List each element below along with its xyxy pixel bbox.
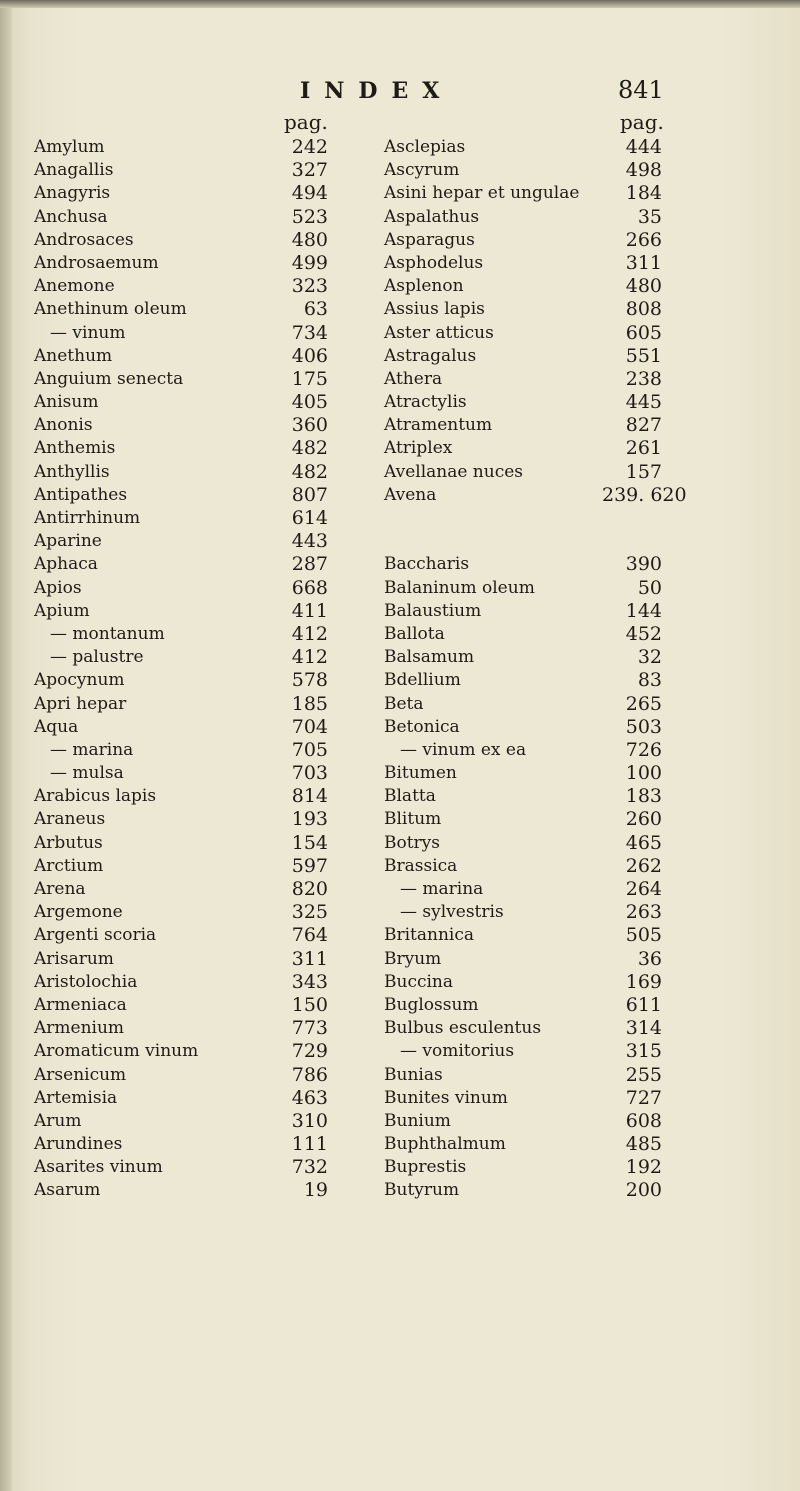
page-reference: 150	[291, 993, 328, 1016]
index-entry	[34, 924, 364, 947]
page-reference: 611	[625, 993, 662, 1016]
index-term: Atractylis	[384, 392, 467, 413]
index-term: Beta	[384, 693, 424, 714]
page-reference: 443	[291, 530, 328, 553]
index-entry	[384, 948, 662, 971]
index-term: — marina	[400, 879, 484, 899]
page-reference: 325	[291, 901, 328, 924]
index-entry	[384, 600, 662, 623]
index-entry	[384, 855, 662, 878]
page-reference: 704	[291, 715, 328, 738]
index-entry	[34, 1017, 364, 1040]
page-reference: 480	[625, 275, 662, 298]
index-entry	[384, 252, 662, 275]
index-term: Aphaca	[34, 554, 98, 575]
index-term: Arbutus	[34, 832, 103, 853]
page-reference: 63	[303, 298, 328, 321]
page-reference: 314	[625, 1017, 662, 1040]
index-term: — vinum	[50, 322, 126, 343]
index-term: Arabicus lapis	[34, 786, 157, 807]
index-entry	[384, 623, 662, 646]
page-reference: 445	[625, 391, 662, 414]
index-term: Balaustium	[384, 600, 482, 621]
page-number: 841	[618, 76, 664, 104]
index-entry	[34, 901, 364, 924]
page-reference: 482	[291, 437, 328, 460]
index-entry	[384, 159, 662, 182]
index-entry	[384, 229, 662, 252]
page-reference: 705	[291, 738, 328, 761]
index-term: Asini hepar et ungulae	[384, 183, 580, 204]
index-term: Armenium	[34, 1018, 125, 1039]
index-entry	[384, 391, 662, 414]
page-reference: 261	[625, 437, 662, 460]
index-entry	[384, 693, 662, 716]
page-reference: 452	[625, 622, 662, 645]
index-entry	[34, 484, 364, 507]
page-reference: 192	[625, 1156, 662, 1179]
page-reference: 412	[291, 646, 328, 669]
index-term: Balaninum oleum	[384, 577, 535, 598]
index-term: Asparagus	[384, 229, 475, 250]
page-reference: 265	[625, 692, 662, 715]
page-reference: 260	[625, 808, 662, 831]
index-entry	[34, 345, 364, 368]
page-reference: 343	[291, 970, 328, 993]
index-term: Bryum	[384, 948, 442, 969]
page-reference: 444	[625, 136, 662, 158]
index-entry	[384, 577, 662, 600]
index-term: Argemone	[34, 902, 123, 923]
index-entry	[34, 252, 364, 275]
index-entry	[34, 1133, 364, 1156]
index-term: Betonica	[384, 716, 460, 737]
index-term: Baccharis	[384, 554, 470, 575]
page-reference: 255	[625, 1063, 662, 1086]
index-entry	[34, 1040, 364, 1063]
page-reference: 406	[291, 344, 328, 367]
index-term: Asplenon	[384, 276, 464, 297]
index-term: Aqua	[34, 716, 79, 737]
index-title: INDEX	[300, 78, 454, 104]
index-term: Artemisia	[34, 1087, 118, 1108]
index-term: — sylvestris	[400, 902, 504, 923]
index-entry	[34, 785, 364, 808]
index-entry	[384, 345, 662, 368]
page-reference: 732	[291, 1156, 328, 1179]
page-reference: 19	[303, 1179, 328, 1202]
index-term: Apios	[34, 577, 82, 598]
index-entry	[384, 808, 662, 831]
page-reference: 242	[291, 136, 328, 158]
page-reference: 360	[291, 414, 328, 437]
page-reference: 480	[291, 228, 328, 251]
index-entry	[34, 971, 364, 994]
index-entry	[34, 414, 364, 437]
index-entry	[384, 483, 687, 507]
index-entry	[34, 1110, 364, 1133]
index-term: Anguium senecta	[34, 368, 184, 389]
index-entry	[34, 275, 364, 298]
index-entry	[384, 785, 662, 808]
index-term: Antirrhinum	[34, 508, 141, 528]
index-entry	[34, 739, 364, 762]
page-reference: 608	[625, 1109, 662, 1132]
index-entry	[384, 924, 662, 947]
index-entry	[384, 298, 662, 321]
index-entry	[384, 1064, 662, 1087]
page-reference: 315	[625, 1040, 662, 1063]
index-term: Botrys	[384, 832, 441, 853]
index-term: Anonis	[34, 415, 93, 436]
index-entry	[384, 322, 662, 345]
page-reference: 551	[625, 344, 662, 367]
index-term: Anethinum oleum	[34, 299, 187, 320]
index-entry	[34, 1087, 364, 1110]
index-term: Androsaemum	[34, 252, 159, 273]
index-entry	[384, 530, 662, 553]
index-entry	[34, 159, 364, 182]
index-entry	[384, 1017, 662, 1040]
index-entry	[384, 1040, 662, 1063]
index-term: Balsamum	[384, 647, 475, 668]
page-reference: 463	[291, 1086, 328, 1109]
index-term: Brassica	[384, 855, 458, 876]
index-entry	[384, 206, 662, 229]
page-reference: 238	[625, 367, 662, 390]
page-reference: 703	[291, 762, 328, 785]
index-entry	[34, 391, 364, 414]
page-reference: 266	[625, 228, 662, 251]
page-gutter	[0, 0, 12, 1491]
index-term: Aster atticus	[384, 322, 494, 343]
page-reference: 814	[291, 785, 328, 808]
index-term: Ascyrum	[384, 160, 460, 181]
page-reference: 390	[625, 553, 662, 576]
index-term: Avellanae nuces	[384, 461, 524, 482]
index-entry	[384, 275, 662, 298]
index-entry	[384, 437, 662, 460]
page-reference: 111	[291, 1133, 328, 1156]
index-entry	[34, 553, 364, 576]
index-entry	[34, 762, 364, 785]
index-term: Anthemis	[34, 438, 116, 459]
index-term: Arundines	[34, 1134, 123, 1155]
index-entry	[384, 832, 662, 855]
index-entry	[384, 507, 662, 530]
index-term: Aspalathus	[384, 206, 480, 227]
index-entry	[34, 600, 364, 623]
index-term: Asphodelus	[384, 252, 484, 273]
index-term: Bitumen	[384, 763, 457, 784]
index-term: Assius lapis	[384, 299, 485, 320]
index-entry	[384, 1133, 662, 1156]
index-entry	[34, 716, 364, 739]
index-entry	[384, 971, 662, 994]
index-term: Bdellium	[384, 670, 461, 691]
index-term: Asarites vinum	[34, 1157, 163, 1178]
index-entry	[34, 646, 364, 669]
index-term: Aristolochia	[34, 971, 138, 992]
index-term: — montanum	[50, 623, 165, 644]
index-entry	[34, 206, 364, 229]
index-entry	[34, 808, 364, 831]
page-reference: 668	[291, 576, 328, 599]
index-term: Araneus	[34, 809, 106, 830]
page-reference: 154	[291, 831, 328, 854]
page-reference: 323	[291, 275, 328, 298]
index-entry	[34, 832, 364, 855]
right-column-pag-heading: pag.	[620, 110, 664, 134]
page-reference: 175	[291, 367, 328, 390]
index-term: Amylum	[34, 137, 105, 157]
index-entry	[384, 1087, 662, 1110]
page-reference: 482	[291, 460, 328, 483]
index-term: Buccina	[384, 971, 454, 992]
index-entry	[384, 669, 662, 692]
index-term: Argenti scoria	[34, 925, 157, 946]
page-reference: 311	[625, 251, 662, 274]
page-reference: 727	[625, 1086, 662, 1109]
index-entry	[384, 1110, 662, 1133]
index-term: Anisum	[34, 392, 99, 413]
page-reference: 264	[625, 878, 662, 900]
page-reference: 503	[625, 715, 662, 738]
index-entry	[34, 298, 364, 321]
index-term: Bunites vinum	[384, 1087, 508, 1108]
right-index-column	[384, 136, 687, 1203]
page-reference: 411	[291, 599, 328, 622]
index-entry	[384, 716, 662, 739]
page-reference: 734	[291, 321, 328, 344]
page-reference: 614	[291, 507, 328, 529]
top-edge	[0, 0, 800, 8]
page-reference: 827	[625, 414, 662, 437]
page-reference: 32	[637, 646, 662, 669]
index-entry	[384, 368, 662, 391]
page-reference: 729	[291, 1040, 328, 1063]
page-reference: 773	[291, 1017, 328, 1040]
index-term: — mulsa	[50, 763, 124, 784]
page-reference: 405	[291, 391, 328, 414]
index-term: Arctium	[34, 855, 104, 876]
page-reference: 327	[291, 159, 328, 182]
page-reference: 50	[637, 576, 662, 599]
index-entry	[34, 669, 364, 692]
index-entry	[384, 901, 662, 924]
index-term: Buphthalmum	[384, 1134, 506, 1155]
index-term: Avena	[384, 484, 437, 505]
index-term: Arum	[34, 1110, 82, 1131]
page-reference: 100	[625, 762, 662, 785]
index-term: Anagallis	[34, 160, 114, 181]
page-reference: 605	[625, 321, 662, 344]
page-reference: 523	[291, 205, 328, 228]
left-index-column	[34, 136, 364, 1203]
page-reference: 485	[625, 1133, 662, 1156]
index-term: Bunium	[384, 1110, 451, 1131]
page-reference: 185	[291, 692, 328, 715]
index-entry	[34, 1064, 364, 1087]
index-entry	[34, 1156, 364, 1179]
page-reference: 310	[291, 1109, 328, 1132]
page-reference: 169	[625, 970, 662, 993]
index-term: Androsaces	[34, 229, 134, 250]
index-term: Bulbus esculentus	[384, 1018, 542, 1039]
index-term: Arena	[34, 879, 86, 899]
index-term: Butyrum	[384, 1180, 460, 1201]
page-reference: 820	[291, 878, 328, 900]
page-reference: 36	[637, 947, 662, 970]
index-entry	[384, 878, 662, 901]
index-entry	[384, 762, 662, 785]
index-term: — palustre	[50, 647, 144, 668]
page-reference: 193	[291, 808, 328, 831]
index-term: Arsenicum	[34, 1064, 127, 1085]
index-entry	[384, 182, 662, 205]
index-term: Apri hepar	[34, 693, 127, 714]
page-reference: 263	[625, 901, 662, 924]
index-entry	[384, 553, 662, 576]
index-entry	[384, 1156, 662, 1179]
index-term: — marina	[50, 739, 134, 760]
index-term: Blitum	[384, 809, 442, 830]
index-term: Britannica	[384, 925, 475, 946]
index-term: Arisarum	[34, 948, 114, 969]
index-entry	[34, 1179, 364, 1202]
index-entry	[34, 623, 364, 646]
page-reference: 200	[625, 1179, 662, 1202]
index-term: Aromaticum vinum	[34, 1041, 199, 1062]
index-entry	[384, 136, 662, 159]
index-term: Asarum	[34, 1180, 101, 1201]
index-entry	[34, 855, 364, 878]
page-reference: 505	[625, 924, 662, 947]
index-entry	[34, 136, 364, 159]
index-entry	[384, 994, 662, 1017]
index-term: Buprestis	[384, 1157, 467, 1178]
index-entry	[34, 437, 364, 460]
index-term: Apocynum	[34, 670, 125, 691]
index-entry	[34, 878, 364, 901]
index-term: Anthyllis	[34, 461, 110, 482]
index-entry	[34, 577, 364, 600]
page-reference: 786	[291, 1063, 328, 1086]
index-term: Ballota	[384, 623, 445, 644]
index-term: Buglossum	[384, 994, 479, 1015]
index-entry	[34, 994, 364, 1017]
index-term: — vomitorius	[400, 1041, 515, 1062]
index-entry	[384, 646, 662, 669]
index-term: Asclepias	[384, 137, 466, 157]
index-term: Athera	[384, 368, 443, 389]
page-reference: 35	[637, 205, 662, 228]
index-entry	[34, 948, 364, 971]
page-reference: 144	[625, 599, 662, 622]
index-entry	[384, 414, 662, 437]
page-reference: 499	[291, 251, 328, 274]
index-entry	[34, 693, 364, 716]
page-reference: 465	[625, 831, 662, 854]
page-reference: 183	[625, 785, 662, 808]
index-term: Blatta	[384, 786, 436, 807]
page-reference: 597	[291, 854, 328, 877]
page-reference: 494	[291, 182, 328, 205]
index-entry	[34, 507, 364, 530]
running-head	[0, 78, 800, 108]
index-entry	[34, 530, 364, 553]
page-reference: 807	[291, 483, 328, 506]
index-term: Anethum	[34, 345, 113, 366]
page-reference: 311	[291, 947, 328, 970]
page-reference: 239. 620	[602, 483, 687, 506]
left-column-pag-heading: pag.	[284, 110, 328, 134]
index-entry	[34, 461, 364, 484]
index-entry	[384, 1179, 662, 1202]
index-term: Astragalus	[384, 345, 477, 366]
page-reference: 83	[637, 669, 662, 692]
index-term: Bunias	[384, 1064, 443, 1085]
index-entry	[384, 739, 662, 762]
page-reference: 184	[625, 182, 662, 205]
index-term: Atramentum	[384, 415, 493, 436]
page-reference: 726	[625, 738, 662, 761]
index-term: — vinum ex ea	[400, 739, 527, 760]
index-entry	[34, 182, 364, 205]
page-reference: 498	[625, 159, 662, 182]
index-term: Armeniaca	[34, 994, 127, 1015]
page-reference: 412	[291, 622, 328, 645]
index-term: Aparine	[34, 531, 102, 552]
index-term: Anemone	[34, 276, 115, 297]
page-reference: 287	[291, 553, 328, 576]
index-term: Antipathes	[34, 484, 128, 505]
index-term: Atriplex	[384, 438, 453, 459]
page-reference: 764	[291, 924, 328, 947]
index-term: Apium	[34, 600, 90, 621]
index-entry	[34, 322, 364, 345]
page-reference: 262	[625, 854, 662, 877]
index-entry	[384, 461, 662, 484]
page-reference: 578	[291, 669, 328, 692]
index-entry	[34, 229, 364, 252]
index-term: Anchusa	[34, 206, 108, 227]
page-reference: 157	[625, 460, 662, 483]
index-entry	[34, 368, 364, 391]
index-term: Anagyris	[34, 183, 111, 204]
page-reference: 808	[625, 298, 662, 321]
